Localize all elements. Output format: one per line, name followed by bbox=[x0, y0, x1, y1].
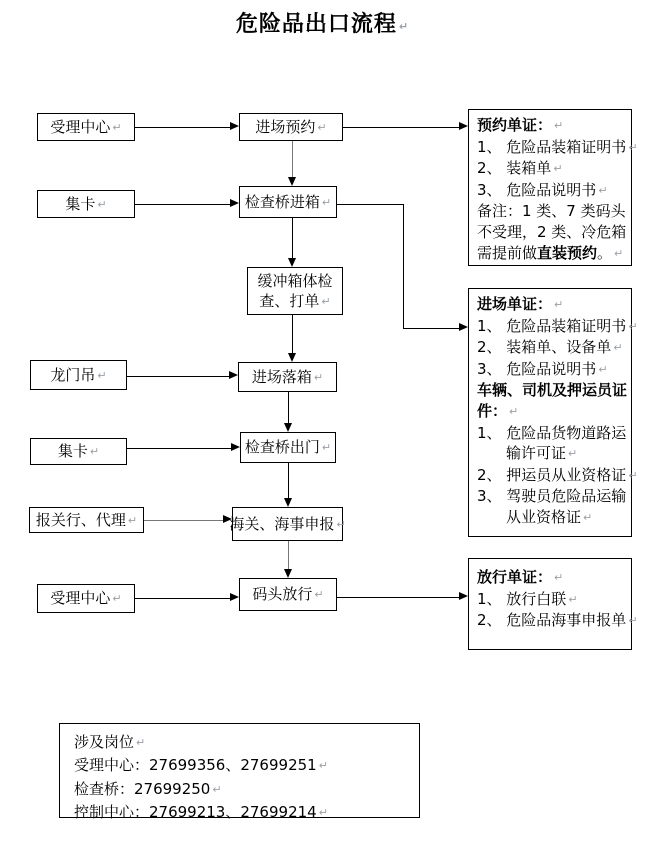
bold-text: 车辆、司机及押运员证 bbox=[477, 381, 628, 400]
arrow-broker-to-customs-line bbox=[144, 520, 223, 521]
elbow-bridgein-to-panel2-seg2 bbox=[403, 204, 404, 328]
paragraph-mark: ↵ bbox=[614, 246, 624, 260]
arrow-buffer-to-drop-line bbox=[292, 315, 293, 353]
text-line bbox=[477, 222, 631, 243]
arrow-appointment-to-panel1-head bbox=[459, 122, 468, 130]
paragraph-mark: ↵ bbox=[321, 195, 332, 209]
paragraph-mark: ↵ bbox=[321, 441, 332, 454]
text: 不受理，2 类、冷危箱 bbox=[477, 222, 627, 241]
paragraph-mark: ↵ bbox=[321, 294, 331, 308]
arrow-customs-to-terminal-head bbox=[284, 569, 292, 578]
elbow-bridgein-to-panel2-seg3 bbox=[403, 328, 459, 329]
flow-box-accept-center-1: 受理中心 ↵ bbox=[37, 113, 135, 141]
arrow-truck2-to-bridgeout-line bbox=[127, 448, 231, 449]
text: 输许可证 bbox=[506, 444, 567, 463]
paragraph-mark: ↵ bbox=[554, 298, 564, 311]
paragraph-mark: ↵ bbox=[583, 510, 593, 524]
text-line bbox=[477, 465, 638, 487]
paragraph-mark: ↵ bbox=[568, 592, 578, 606]
text-line bbox=[477, 423, 631, 444]
text: 3、 危险品说明书 bbox=[477, 359, 597, 378]
text-line bbox=[477, 401, 631, 423]
arrow-crane-to-drop-head bbox=[229, 371, 238, 379]
text: 控制中心：27699213、27699214 bbox=[74, 803, 317, 822]
text-line bbox=[477, 337, 631, 359]
text-line bbox=[477, 567, 631, 589]
paragraph-mark: ↵ bbox=[628, 614, 638, 628]
paragraph-mark: ↵ bbox=[212, 782, 222, 796]
text-line bbox=[477, 610, 638, 632]
text-line bbox=[506, 507, 631, 529]
paragraph-mark: ↵ bbox=[317, 120, 327, 134]
text-line bbox=[477, 359, 631, 381]
paragraph-mark: ↵ bbox=[313, 370, 324, 384]
paragraph-mark: ↵ bbox=[112, 592, 122, 605]
panel-appointment-docs bbox=[468, 109, 638, 266]
arrow-buffer-to-drop-head bbox=[288, 353, 296, 362]
arrow-appointment-to-bridgein-line bbox=[292, 141, 293, 177]
text: 。 bbox=[597, 243, 613, 262]
bold-text: 进场单证： bbox=[477, 295, 553, 313]
arrow-drop-to-bridgeout-head bbox=[284, 423, 292, 432]
text: 2、 押运员从业资格证 bbox=[477, 465, 627, 484]
text: 1、 危险品装箱证明书 bbox=[477, 137, 627, 156]
text-line bbox=[477, 180, 631, 202]
panel-release-docs bbox=[468, 558, 638, 650]
text-line bbox=[74, 754, 419, 777]
flow-box-customs-broker: 报关行、代理 ↵ bbox=[29, 507, 144, 533]
arrow-accept1-to-appointment-line bbox=[135, 127, 230, 128]
text-line bbox=[477, 201, 631, 222]
arrow-bridgeout-to-customs-head bbox=[284, 498, 292, 507]
flow-box-gantry-crane: 龙门吊 ↵ bbox=[30, 360, 127, 390]
bold-text: 件： bbox=[477, 401, 508, 420]
text-line bbox=[477, 486, 631, 507]
text: 需提前做 bbox=[477, 243, 538, 262]
text: 1、 放行白联 bbox=[477, 589, 567, 608]
flow-box-entry-appointment: 进场预约 ↵ bbox=[239, 113, 343, 141]
text: 2、 装箱单 bbox=[477, 159, 552, 178]
text-line bbox=[477, 294, 631, 316]
text-line bbox=[506, 443, 631, 465]
text: 从业资格证 bbox=[506, 507, 582, 526]
paragraph-mark: ↵ bbox=[628, 468, 638, 482]
text-line bbox=[477, 316, 638, 338]
text: 2、 危险品海事申报单 bbox=[477, 611, 627, 630]
arrow-customs-to-terminal-line bbox=[288, 541, 289, 569]
elbow-bridgein-to-panel2-head bbox=[459, 323, 468, 331]
text-line bbox=[477, 243, 631, 265]
paragraph-mark: ↵ bbox=[554, 571, 564, 584]
paragraph-mark: ↵ bbox=[97, 197, 107, 211]
flow-box-truck-1: 集卡 ↵ bbox=[37, 190, 135, 218]
text: 1、 危险品货物道路运 bbox=[477, 423, 627, 442]
elbow-bridgein-to-panel2-seg1 bbox=[336, 204, 404, 205]
text-line bbox=[477, 589, 631, 611]
paragraph-mark: ↵ bbox=[89, 445, 100, 458]
text: 涉及岗位 bbox=[74, 733, 135, 751]
arrow-accept2-to-release-head bbox=[230, 593, 239, 601]
arrow-broker-to-customs-head bbox=[223, 515, 232, 523]
arrow-accept1-to-appointment-head bbox=[230, 122, 239, 130]
text: 3、 驾驶员危险品运输 bbox=[477, 487, 627, 506]
text-line bbox=[477, 380, 631, 401]
text-line bbox=[477, 137, 638, 159]
paragraph-mark: ↵ bbox=[554, 119, 564, 132]
text-line bbox=[74, 801, 419, 824]
flow-box-accept-center-2: 受理中心 ↵ bbox=[37, 584, 135, 613]
text: 2、 装箱单、设备单 bbox=[477, 338, 612, 357]
text-line bbox=[74, 778, 419, 801]
arrow-bridgeout-to-customs-line bbox=[288, 463, 289, 498]
text: 3、 危险品说明书 bbox=[477, 180, 597, 199]
paragraph-mark: ↵ bbox=[318, 806, 328, 820]
flow-box-terminal-release: 码头放行 ↵ bbox=[239, 578, 337, 611]
arrow-crane-to-drop-line bbox=[127, 376, 229, 377]
paragraph-mark: ↵ bbox=[598, 183, 608, 197]
paragraph-mark: ↵ bbox=[509, 404, 519, 418]
text-line bbox=[477, 115, 631, 137]
paragraph-mark: ↵ bbox=[97, 368, 107, 382]
text: 1、 危险品装箱证明书 bbox=[477, 316, 627, 335]
arrow-bridgein-to-buffer-line bbox=[292, 218, 293, 258]
arrow-truck1-to-bridgein-head bbox=[230, 199, 239, 207]
arrow-drop-to-bridgeout-line bbox=[288, 392, 289, 423]
contact-info-box bbox=[59, 723, 420, 822]
paragraph-mark: ↵ bbox=[318, 759, 328, 773]
paragraph-mark: ↵ bbox=[598, 362, 608, 376]
arrow-appointment-to-panel1-line bbox=[343, 127, 459, 128]
paragraph-mark: ↵ bbox=[336, 517, 346, 531]
paragraph-mark: ↵ bbox=[398, 20, 410, 33]
page-title: 危险品出口流程 ↵ bbox=[235, 12, 410, 37]
flow-box-entry-drop: 进场落箱 ↵ bbox=[238, 362, 337, 392]
paragraph-mark: ↵ bbox=[613, 341, 623, 355]
flow-box-check-bridge-out: 检查桥出门 ↵ bbox=[240, 432, 336, 463]
text-line bbox=[477, 158, 631, 180]
flow-box-customs-declare: 海关、海事申报 ↵ bbox=[232, 507, 343, 541]
arrow-truck2-to-bridgeout-head bbox=[231, 443, 240, 451]
paragraph-mark: ↵ bbox=[628, 140, 638, 154]
paragraph-mark: ↵ bbox=[314, 588, 324, 601]
text: 检查桥：27699250 bbox=[74, 779, 211, 798]
arrow-accept2-to-release-line bbox=[135, 598, 230, 599]
flow-box-check-bridge-in: 检查桥进箱 ↵ bbox=[239, 186, 337, 218]
flow-box-buffer-check: 缓冲箱体检 查、打单 ↵ bbox=[247, 267, 343, 315]
bold-text: 直装预约 bbox=[537, 243, 598, 262]
paragraph-mark: ↵ bbox=[553, 162, 563, 176]
bold-text: 预约单证： bbox=[477, 116, 553, 134]
bold-text: 放行单证： bbox=[477, 568, 553, 586]
paragraph-mark: ↵ bbox=[568, 447, 578, 461]
paragraph-mark: ↵ bbox=[628, 319, 638, 333]
paragraph-mark: ↵ bbox=[112, 120, 122, 134]
text-line bbox=[74, 731, 419, 754]
arrow-terminal-to-panel3-head bbox=[459, 592, 468, 600]
paragraph-mark: ↵ bbox=[127, 513, 138, 527]
arrow-appointment-to-bridgein-head bbox=[288, 177, 296, 186]
arrow-bridgein-to-buffer-head bbox=[288, 258, 296, 267]
text: 备注：1 类、7 类码头 bbox=[477, 202, 626, 221]
arrow-terminal-to-panel3-line bbox=[337, 597, 459, 598]
panel-entry-docs bbox=[468, 288, 638, 537]
arrow-truck1-to-bridgein-line bbox=[135, 204, 230, 205]
paragraph-mark: ↵ bbox=[136, 736, 146, 749]
flow-box-truck-2: 集卡 ↵ bbox=[30, 438, 127, 465]
text: 受理中心：27699356、27699251 bbox=[74, 756, 317, 775]
